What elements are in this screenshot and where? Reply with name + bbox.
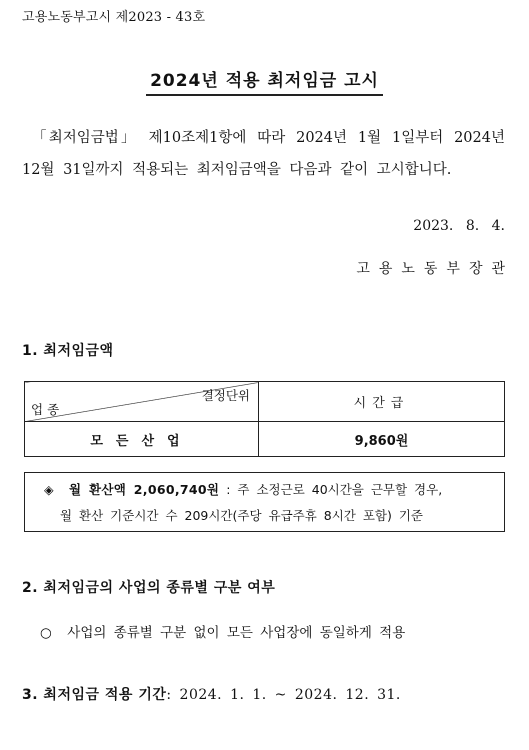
section-2-heading: 2. 최저임금의 사업의 종류별 구분 여부 bbox=[22, 580, 276, 596]
section-3-title: 3. 최저임금 적용 기간 bbox=[22, 687, 167, 703]
table-row bbox=[25, 422, 505, 457]
minimum-wage-table bbox=[24, 381, 505, 457]
title-block bbox=[0, 66, 529, 96]
table-header-row bbox=[25, 382, 505, 422]
section-3-heading bbox=[22, 684, 401, 704]
monthly-conversion-box bbox=[24, 472, 505, 532]
application-period: : 2024. 1. 1. ~ 2024. 12. 31. bbox=[166, 687, 401, 703]
header-decision-unit: 결정단위 bbox=[201, 388, 250, 403]
hourly-amount: 9,860원 bbox=[259, 422, 505, 457]
section-1-heading: 1. 최저임금액 bbox=[22, 343, 114, 359]
section-2-item bbox=[40, 621, 405, 641]
section-2-item-text: 사업의 종류별 구분 없이 모든 사업장에 동일하게 적용 bbox=[67, 625, 406, 641]
monthly-line-2: 월 환산 기준시간 수 209시간(주당 유급주휴 8시간 포함) 기준 bbox=[60, 508, 424, 523]
monthly-line-1 bbox=[44, 476, 442, 503]
header-hourly: 시간급 bbox=[259, 382, 505, 422]
notice-date: 2023. 8. 4. bbox=[413, 218, 505, 234]
monthly-condition: : 주 소정근로 40시간을 근무할 경우, bbox=[226, 482, 443, 497]
notice-number: 고용노동부고시 제2023 - 43호 bbox=[22, 10, 206, 25]
header-industry: 업종 bbox=[31, 402, 64, 417]
industry-all: 모든산업 bbox=[25, 422, 259, 457]
notice-body: 「최저임금법」 제10조제1항에 따라 2024년 1월 1일부터 2024년 12월 31일까지 적용되는 최저임금액을 다음과 같이 고시합니다. bbox=[22, 130, 505, 178]
table-corner-cell bbox=[25, 382, 259, 422]
issuer-minister: 고용노동부장관 bbox=[356, 261, 514, 277]
circle-bullet-icon: ○ bbox=[40, 625, 52, 641]
monthly-amount-label: 월 환산액 2,060,740원 bbox=[68, 482, 220, 497]
notice-title: 2024년 적용 최저임금 고시 bbox=[146, 66, 383, 96]
diamond-bullet-icon: ◈ bbox=[44, 482, 54, 497]
